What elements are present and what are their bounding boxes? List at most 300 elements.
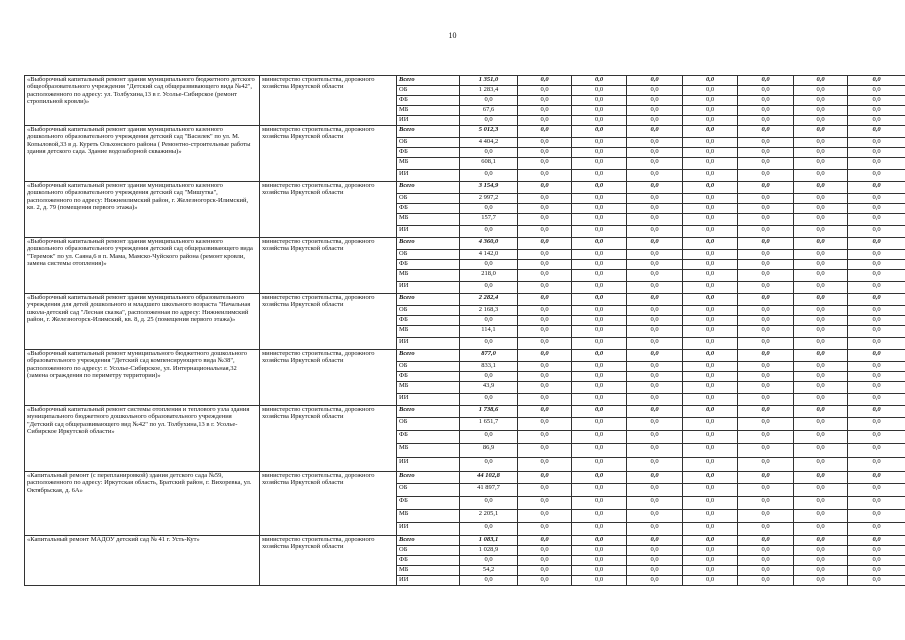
amount-cell: 0,0 — [518, 484, 572, 497]
amount-cell: 0,0 — [518, 170, 572, 182]
amount-cell: 0,0 — [738, 372, 794, 382]
amount-cell: 0,0 — [848, 458, 905, 472]
amount-cell: 0,0 — [518, 86, 572, 96]
amount-cell: 0,0 — [738, 260, 794, 270]
amount-cell: 0,0 — [738, 523, 794, 536]
amount-cell: 0,0 — [794, 484, 848, 497]
amount-cell: 0,0 — [572, 316, 627, 326]
amount-cell: 0,0 — [683, 204, 738, 214]
amount-cell: 0,0 — [848, 566, 905, 576]
amount-cell: 0,0 — [794, 326, 848, 338]
amount-cell: 0,0 — [848, 472, 905, 484]
amount-cell: 0,0 — [518, 250, 572, 260]
amount-cell: 114,1 — [460, 326, 518, 338]
amount-cell: 0,0 — [627, 566, 683, 576]
amount-cell: 0,0 — [738, 138, 794, 148]
amount-cell: 1 351,0 — [460, 76, 518, 86]
amount-cell: 0,0 — [683, 458, 738, 472]
event-name-cell: «Выборочный капитальный ремонт здания муниципального образовательного учреждения для детей дошкольного и младшего школьного возраста "Начальная школа-детский сад "Лесная сказка", расположенная по адресу: Нижнеилимский район, г. Железногорск-Илимский, кв. 8, д. 25 (помещения первого этажа)» — [25, 294, 260, 350]
amount-cell: 0,0 — [683, 536, 738, 546]
funding-source-cell: МБ — [397, 326, 460, 338]
amount-cell: 0,0 — [848, 260, 905, 270]
funding-source-cell: ФБ — [397, 148, 460, 158]
amount-cell: 0,0 — [738, 116, 794, 126]
amount-cell: 0,0 — [738, 294, 794, 306]
amount-cell: 0,0 — [572, 536, 627, 546]
amount-cell: 0,0 — [572, 250, 627, 260]
amount-cell: 0,0 — [794, 536, 848, 546]
amount-cell: 0,0 — [518, 294, 572, 306]
amount-cell: 0,0 — [738, 170, 794, 182]
funding-source-cell: ФБ — [397, 260, 460, 270]
amount-cell: 0,0 — [518, 316, 572, 326]
amount-cell: 0,0 — [683, 394, 738, 406]
amount-cell: 0,0 — [794, 458, 848, 472]
amount-cell: 0,0 — [572, 138, 627, 148]
amount-cell: 0,0 — [518, 270, 572, 282]
amount-cell: 0,0 — [460, 523, 518, 536]
funding-source-cell: ОБ — [397, 306, 460, 316]
amount-cell: 0,0 — [518, 510, 572, 523]
amount-cell: 0,0 — [627, 418, 683, 431]
amount-cell: 1 283,4 — [460, 86, 518, 96]
amount-cell: 67,6 — [460, 106, 518, 116]
event-name-cell: «Выборочный капитальный ремонт здания муниципального казенного дошкольного образовательного учреждения детский сад "Мишутка", расположенного по адресу: Нижнеилимский район, г. Железногорск-Илимский, кв. 2, д. 79 (помещения первого этажа)» — [25, 182, 260, 238]
amount-cell: 0,0 — [518, 306, 572, 316]
amount-cell: 0,0 — [794, 306, 848, 316]
amount-cell: 0,0 — [572, 576, 627, 586]
amount-cell: 0,0 — [627, 194, 683, 204]
amount-cell: 0,0 — [794, 406, 848, 418]
funding-source-cell: МБ — [397, 158, 460, 170]
funding-source-cell: Всего — [397, 350, 460, 362]
amount-cell: 0,0 — [518, 350, 572, 362]
amount-cell: 0,0 — [518, 536, 572, 546]
amount-cell: 0,0 — [683, 566, 738, 576]
amount-cell: 0,0 — [460, 96, 518, 106]
amount-cell: 0,0 — [848, 214, 905, 226]
amount-cell: 0,0 — [794, 96, 848, 106]
amount-cell: 0,0 — [627, 238, 683, 250]
funding-source-cell: ИИ — [397, 116, 460, 126]
amount-cell: 0,0 — [627, 510, 683, 523]
amount-cell: 0,0 — [572, 158, 627, 170]
amount-cell: 0,0 — [683, 406, 738, 418]
amount-cell: 0,0 — [572, 148, 627, 158]
amount-cell: 0,0 — [794, 316, 848, 326]
amount-cell: 0,0 — [794, 106, 848, 116]
funding-source-cell: ФБ — [397, 316, 460, 326]
amount-cell: 0,0 — [794, 418, 848, 431]
amount-cell: 0,0 — [794, 214, 848, 226]
amount-cell: 0,0 — [848, 106, 905, 116]
amount-cell: 0,0 — [518, 148, 572, 158]
amount-cell: 0,0 — [848, 86, 905, 96]
amount-cell: 0,0 — [738, 96, 794, 106]
amount-cell: 0,0 — [460, 282, 518, 294]
amount-cell: 0,0 — [738, 510, 794, 523]
amount-cell: 0,0 — [460, 148, 518, 158]
amount-cell: 0,0 — [518, 238, 572, 250]
amount-cell: 0,0 — [683, 148, 738, 158]
amount-cell: 0,0 — [460, 394, 518, 406]
amount-cell: 0,0 — [572, 282, 627, 294]
funding-source-cell: ФБ — [397, 96, 460, 106]
amount-cell: 0,0 — [572, 510, 627, 523]
funding-source-cell: ИИ — [397, 282, 460, 294]
block-total-row — [25, 238, 905, 250]
funding-source-cell: ОБ — [397, 418, 460, 431]
amount-cell: 0,0 — [572, 444, 627, 458]
amount-cell: 0,0 — [738, 226, 794, 238]
amount-cell: 0,0 — [460, 316, 518, 326]
amount-cell: 0,0 — [794, 294, 848, 306]
amount-cell: 4 142,0 — [460, 250, 518, 260]
amount-cell: 0,0 — [794, 510, 848, 523]
amount-cell: 0,0 — [572, 497, 627, 510]
amount-cell: 0,0 — [848, 282, 905, 294]
amount-cell: 0,0 — [683, 316, 738, 326]
amount-cell: 0,0 — [738, 350, 794, 362]
amount-cell: 0,0 — [627, 116, 683, 126]
amount-cell: 0,0 — [794, 250, 848, 260]
amount-cell: 0,0 — [848, 194, 905, 204]
funding-source-cell: ФБ — [397, 497, 460, 510]
funding-source-cell: ОБ — [397, 86, 460, 96]
amount-cell: 0,0 — [848, 238, 905, 250]
amount-cell: 0,0 — [627, 523, 683, 536]
funding-source-cell: ОБ — [397, 138, 460, 148]
amount-cell: 0,0 — [848, 170, 905, 182]
amount-cell: 1 028,9 — [460, 546, 518, 556]
funding-source-cell: МБ — [397, 510, 460, 523]
amount-cell: 0,0 — [848, 546, 905, 556]
amount-cell: 0,0 — [518, 566, 572, 576]
amount-cell: 0,0 — [627, 270, 683, 282]
amount-cell: 0,0 — [848, 250, 905, 260]
amount-cell: 0,0 — [794, 566, 848, 576]
amount-cell: 0,0 — [683, 250, 738, 260]
amount-cell: 0,0 — [848, 116, 905, 126]
event-name-cell: «Выборочный капитальный ремонт муниципального бюджетного дошкольного образовательного учреждения "Детский сад компенсирующего вида №38", расположенного по адресу: г. Усолье-Сибирское, ул. Интернациональная,32 (замена ограждения по периметру территории)» — [25, 350, 260, 406]
amount-cell: 0,0 — [518, 372, 572, 382]
amount-cell: 0,0 — [738, 148, 794, 158]
amount-cell: 0,0 — [738, 576, 794, 586]
amount-cell: 0,0 — [627, 484, 683, 497]
page-number: 10 — [448, 31, 457, 40]
amount-cell: 0,0 — [848, 182, 905, 194]
event-name-cell: «Выборочный капитальный ремонт здания муниципального казенного дошкольного образовательного учреждения детский сад "Василек" по ул. М. Копыловой,33 в д. Куреть Ольхонского района ( Ремонтно-строительные работы здания детского сада. Здание водозаборной скважины)» — [25, 126, 260, 182]
amount-cell: 0,0 — [738, 418, 794, 431]
amount-cell: 0,0 — [683, 546, 738, 556]
amount-cell: 54,2 — [460, 566, 518, 576]
amount-cell: 0,0 — [738, 406, 794, 418]
amount-cell: 1 083,1 — [460, 536, 518, 546]
amount-cell: 0,0 — [518, 158, 572, 170]
amount-cell: 0,0 — [518, 76, 572, 86]
amount-cell: 0,0 — [627, 350, 683, 362]
amount-cell: 0,0 — [518, 444, 572, 458]
amount-cell: 86,9 — [460, 444, 518, 458]
amount-cell: 0,0 — [683, 238, 738, 250]
funding-source-cell: ИИ — [397, 338, 460, 350]
amount-cell: 44 102,8 — [460, 472, 518, 484]
amount-cell: 0,0 — [572, 418, 627, 431]
amount-cell: 0,0 — [627, 316, 683, 326]
amount-cell: 0,0 — [738, 182, 794, 194]
amount-cell: 0,0 — [627, 106, 683, 116]
amount-cell: 0,0 — [518, 523, 572, 536]
funding-source-cell: Всего — [397, 472, 460, 484]
amount-cell: 0,0 — [518, 458, 572, 472]
amount-cell: 0,0 — [794, 170, 848, 182]
funding-source-cell: ИИ — [397, 523, 460, 536]
funding-source-cell: ФБ — [397, 204, 460, 214]
amount-cell: 0,0 — [683, 170, 738, 182]
funding-source-cell: Всего — [397, 238, 460, 250]
amount-cell: 0,0 — [683, 418, 738, 431]
amount-cell: 0,0 — [627, 226, 683, 238]
amount-cell: 0,0 — [518, 382, 572, 394]
amount-cell: 0,0 — [794, 472, 848, 484]
amount-cell: 0,0 — [683, 116, 738, 126]
executor-cell: министерство строительства, дорожного хозяйства Иркутской области — [260, 350, 397, 406]
amount-cell: 0,0 — [572, 326, 627, 338]
amount-cell: 2 168,3 — [460, 306, 518, 316]
amount-cell: 0,0 — [683, 138, 738, 148]
amount-cell: 0,0 — [738, 76, 794, 86]
amount-cell: 0,0 — [794, 382, 848, 394]
amount-cell: 157,7 — [460, 214, 518, 226]
amount-cell: 0,0 — [572, 194, 627, 204]
amount-cell: 0,0 — [794, 523, 848, 536]
executor-cell: министерство строительства, дорожного хозяйства Иркутской области — [260, 406, 397, 472]
amount-cell: 5 012,3 — [460, 126, 518, 138]
amount-cell: 0,0 — [460, 170, 518, 182]
amount-cell: 0,0 — [848, 294, 905, 306]
amount-cell: 0,0 — [518, 338, 572, 350]
amount-cell: 0,0 — [518, 406, 572, 418]
amount-cell: 0,0 — [460, 116, 518, 126]
amount-cell: 0,0 — [738, 472, 794, 484]
amount-cell: 0,0 — [794, 362, 848, 372]
amount-cell: 0,0 — [627, 338, 683, 350]
amount-cell: 1 738,6 — [460, 406, 518, 418]
amount-cell: 0,0 — [627, 306, 683, 316]
amount-cell: 0,0 — [848, 362, 905, 372]
amount-cell: 0,0 — [572, 214, 627, 226]
amount-cell: 0,0 — [572, 523, 627, 536]
amount-cell: 0,0 — [738, 546, 794, 556]
amount-cell: 0,0 — [518, 546, 572, 556]
funding-source-cell: Всего — [397, 76, 460, 86]
executor-cell: министерство строительства, дорожного хозяйства Иркутской области — [260, 126, 397, 182]
amount-cell: 0,0 — [572, 406, 627, 418]
amount-cell: 0,0 — [848, 350, 905, 362]
amount-cell: 0,0 — [848, 431, 905, 444]
amount-cell: 0,0 — [518, 418, 572, 431]
amount-cell: 0,0 — [738, 126, 794, 138]
amount-cell: 0,0 — [627, 148, 683, 158]
executor-cell: министерство строительства, дорожного хозяйства Иркутской области — [260, 294, 397, 350]
amount-cell: 0,0 — [848, 536, 905, 546]
amount-cell: 2 282,4 — [460, 294, 518, 306]
amount-cell: 0,0 — [794, 86, 848, 96]
amount-cell: 0,0 — [738, 458, 794, 472]
amount-cell: 0,0 — [518, 576, 572, 586]
executor-cell: министерство строительства, дорожного хозяйства Иркутской области — [260, 182, 397, 238]
amount-cell: 0,0 — [738, 326, 794, 338]
funding-source-cell: ИИ — [397, 458, 460, 472]
amount-cell: 0,0 — [627, 170, 683, 182]
amount-cell: 0,0 — [683, 372, 738, 382]
executor-cell: министерство строительства, дорожного хозяйства Иркутской области — [260, 238, 397, 294]
funding-source-cell: Всего — [397, 126, 460, 138]
funding-source-cell: ФБ — [397, 372, 460, 382]
amount-cell: 0,0 — [460, 576, 518, 586]
amount-cell: 0,0 — [738, 497, 794, 510]
amount-cell: 0,0 — [683, 326, 738, 338]
amount-cell: 0,0 — [794, 260, 848, 270]
amount-cell: 0,0 — [683, 472, 738, 484]
amount-cell: 0,0 — [518, 282, 572, 294]
amount-cell: 0,0 — [683, 510, 738, 523]
amount-cell: 0,0 — [683, 96, 738, 106]
funding-source-cell: ОБ — [397, 362, 460, 372]
amount-cell: 0,0 — [518, 326, 572, 338]
amount-cell: 0,0 — [572, 362, 627, 372]
amount-cell: 0,0 — [518, 214, 572, 226]
funding-source-cell: Всего — [397, 536, 460, 546]
amount-cell: 0,0 — [794, 431, 848, 444]
amount-cell: 0,0 — [627, 96, 683, 106]
amount-cell: 4 360,0 — [460, 238, 518, 250]
amount-cell: 0,0 — [460, 204, 518, 214]
block-total-row — [25, 126, 905, 138]
amount-cell: 0,0 — [572, 260, 627, 270]
amount-cell: 0,0 — [627, 546, 683, 556]
amount-cell: 43,9 — [460, 382, 518, 394]
amount-cell: 0,0 — [627, 362, 683, 372]
amount-cell: 0,0 — [738, 382, 794, 394]
funding-source-cell: Всего — [397, 294, 460, 306]
event-name-cell: «Выборочный капитальный ремонт здания муниципального бюджетного детского общеобразовательного учреждения "Детский сад общеразвивающего вида №42", расположенного по адресу: ул. Толбухина,13 в г. Усолье-Сибирское (ремонт стропильной кровли)» — [25, 76, 260, 126]
funding-source-cell: ОБ — [397, 546, 460, 556]
amount-cell: 2 205,1 — [460, 510, 518, 523]
amount-cell: 0,0 — [627, 497, 683, 510]
amount-cell: 0,0 — [848, 576, 905, 586]
amount-cell: 0,0 — [848, 226, 905, 238]
amount-cell: 0,0 — [848, 418, 905, 431]
amount-cell: 0,0 — [572, 116, 627, 126]
amount-cell: 0,0 — [794, 126, 848, 138]
budget-table — [24, 75, 905, 586]
amount-cell: 0,0 — [738, 214, 794, 226]
event-name-cell: «Выборочный капитальный ремонт системы отопления и теплового узла здания муниципального бюджетного дошкольного образовательного учреждения "Детский сад общеразвивающего вид №42" по ул. Толбухина,13 в г. Усолье-Сибирское Иркутской области» — [25, 406, 260, 472]
amount-cell: 0,0 — [572, 106, 627, 116]
amount-cell: 0,0 — [518, 394, 572, 406]
amount-cell: 0,0 — [738, 158, 794, 170]
amount-cell: 0,0 — [572, 458, 627, 472]
amount-cell: 0,0 — [683, 444, 738, 458]
amount-cell: 608,1 — [460, 158, 518, 170]
amount-cell: 0,0 — [794, 270, 848, 282]
amount-cell: 0,0 — [683, 382, 738, 394]
amount-cell: 0,0 — [627, 326, 683, 338]
amount-cell: 0,0 — [738, 282, 794, 294]
amount-cell: 0,0 — [683, 260, 738, 270]
amount-cell: 0,0 — [683, 362, 738, 372]
amount-cell: 0,0 — [572, 546, 627, 556]
amount-cell: 0,0 — [794, 148, 848, 158]
amount-cell: 0,0 — [627, 76, 683, 86]
amount-cell: 0,0 — [518, 472, 572, 484]
event-name-cell: «Капитальный ремонт (с перепланировкой) здания детского сада №59, расположенного по адресу: Иркутская область, Братский район, г. Вихоревка, ул. Октябрьская, д. 6А» — [25, 472, 260, 536]
amount-cell: 0,0 — [627, 576, 683, 586]
amount-cell: 0,0 — [572, 472, 627, 484]
amount-cell: 0,0 — [848, 382, 905, 394]
amount-cell: 0,0 — [848, 406, 905, 418]
amount-cell: 0,0 — [572, 204, 627, 214]
amount-cell: 0,0 — [572, 170, 627, 182]
amount-cell: 0,0 — [738, 86, 794, 96]
amount-cell: 0,0 — [460, 497, 518, 510]
amount-cell: 0,0 — [738, 204, 794, 214]
amount-cell: 0,0 — [738, 536, 794, 546]
funding-source-cell: МБ — [397, 214, 460, 226]
funding-source-cell: ОБ — [397, 250, 460, 260]
amount-cell: 218,0 — [460, 270, 518, 282]
amount-cell: 0,0 — [848, 338, 905, 350]
amount-cell: 0,0 — [627, 158, 683, 170]
amount-cell: 0,0 — [738, 362, 794, 372]
amount-cell: 0,0 — [627, 382, 683, 394]
amount-cell: 0,0 — [572, 270, 627, 282]
funding-source-cell: МБ — [397, 382, 460, 394]
amount-cell: 0,0 — [518, 116, 572, 126]
amount-cell: 0,0 — [848, 326, 905, 338]
funding-source-cell: ОБ — [397, 194, 460, 204]
amount-cell: 0,0 — [572, 382, 627, 394]
block-total-row — [25, 472, 905, 484]
event-name-cell: «Капитальный ремонт МАДОУ детский сад № 41 г. Усть-Кут» — [25, 536, 260, 586]
amount-cell: 0,0 — [518, 106, 572, 116]
amount-cell: 0,0 — [794, 556, 848, 566]
amount-cell: 0,0 — [848, 204, 905, 214]
funding-source-cell: ИИ — [397, 170, 460, 182]
block-total-row — [25, 76, 905, 86]
amount-cell: 0,0 — [627, 260, 683, 270]
amount-cell: 0,0 — [683, 86, 738, 96]
amount-cell: 0,0 — [627, 458, 683, 472]
amount-cell: 0,0 — [738, 444, 794, 458]
funding-source-cell: МБ — [397, 106, 460, 116]
amount-cell: 0,0 — [848, 444, 905, 458]
amount-cell: 0,0 — [683, 194, 738, 204]
funding-source-cell: Всего — [397, 406, 460, 418]
amount-cell: 0,0 — [572, 484, 627, 497]
amount-cell: 0,0 — [572, 96, 627, 106]
amount-cell: 0,0 — [848, 158, 905, 170]
amount-cell: 0,0 — [518, 138, 572, 148]
amount-cell: 0,0 — [794, 158, 848, 170]
amount-cell: 0,0 — [572, 126, 627, 138]
amount-cell: 0,0 — [683, 76, 738, 86]
amount-cell: 0,0 — [627, 472, 683, 484]
amount-cell: 0,0 — [683, 226, 738, 238]
amount-cell: 0,0 — [518, 497, 572, 510]
amount-cell: 0,0 — [848, 523, 905, 536]
